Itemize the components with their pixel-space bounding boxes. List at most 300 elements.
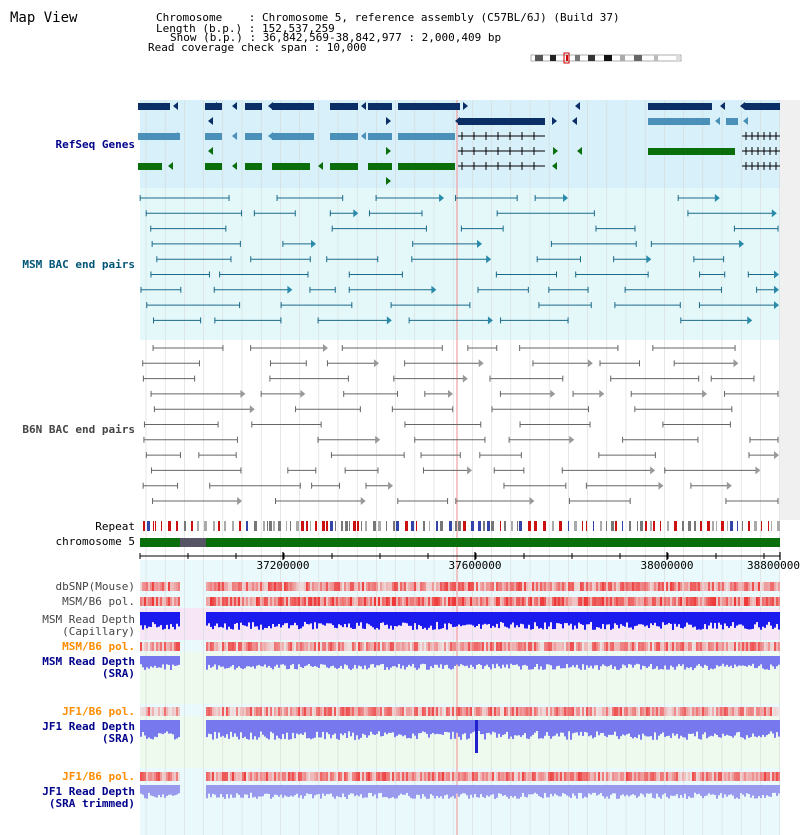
density-cell xyxy=(462,582,464,591)
density-cell xyxy=(288,707,290,716)
density-cell xyxy=(288,642,290,651)
density-cell xyxy=(212,707,214,716)
density-cell xyxy=(432,772,434,781)
depth-bar xyxy=(568,656,570,668)
density-cell xyxy=(694,772,696,781)
depth-bar xyxy=(258,656,260,665)
density-cell xyxy=(648,582,650,591)
depth-bar xyxy=(308,785,310,794)
depth-bar xyxy=(432,720,434,733)
density-cell xyxy=(384,582,386,591)
density-cell xyxy=(420,582,422,591)
depth-bar xyxy=(280,785,282,795)
density-cell xyxy=(304,582,306,591)
density-cell xyxy=(326,707,328,716)
depth-bar xyxy=(494,720,496,733)
repeat-element xyxy=(606,521,607,531)
depth-bar xyxy=(310,720,312,739)
density-cell xyxy=(646,582,648,591)
density-cell xyxy=(140,642,142,651)
depth-bar xyxy=(590,785,592,795)
depth-bar xyxy=(484,656,486,666)
depth-bar xyxy=(728,785,730,795)
depth-bar xyxy=(524,612,526,628)
density-cell xyxy=(704,582,706,591)
gene-exon xyxy=(245,103,262,110)
depth-bar xyxy=(232,785,234,798)
density-cell xyxy=(248,707,250,716)
depth-bar xyxy=(762,612,764,627)
info-chromosome: Chromosome : Chromosome 5, reference assembly (C57BL/6J) (Build 37) xyxy=(156,11,620,24)
density-cell xyxy=(256,597,258,606)
density-cell xyxy=(712,642,714,651)
depth-bar xyxy=(522,656,524,665)
density-cell xyxy=(302,642,304,651)
density-cell xyxy=(614,582,616,591)
depth-bar xyxy=(592,612,594,630)
density-cell xyxy=(708,707,710,716)
depth-bar xyxy=(146,720,148,739)
depth-bar xyxy=(582,612,584,625)
density-cell xyxy=(146,582,148,591)
density-cell xyxy=(710,582,712,591)
depth-bar xyxy=(474,612,476,627)
density-cell xyxy=(712,582,714,591)
density-cell xyxy=(760,582,762,591)
depth-bar xyxy=(288,785,290,797)
density-cell xyxy=(498,597,500,606)
density-cell xyxy=(390,582,392,591)
depth-bar xyxy=(356,612,358,623)
density-cell xyxy=(272,642,274,651)
repeat-element xyxy=(168,521,171,531)
repeat-element xyxy=(315,521,317,531)
density-cell xyxy=(518,707,520,716)
depth-bar xyxy=(462,612,464,625)
density-cell xyxy=(728,582,730,591)
density-cell xyxy=(262,642,264,651)
density-cell xyxy=(272,772,274,781)
chromosome-ideogram[interactable] xyxy=(530,52,682,64)
jf1-b6-pol-track[interactable] xyxy=(140,707,780,716)
msm-b6-pol-track[interactable] xyxy=(140,597,780,606)
depth-bar xyxy=(344,785,346,797)
density-cell xyxy=(300,582,302,591)
density-cell xyxy=(440,642,442,651)
depth-bar xyxy=(280,612,282,627)
density-cell xyxy=(584,707,586,716)
density-cell xyxy=(506,597,508,606)
depth-bar xyxy=(234,656,236,670)
density-cell xyxy=(254,707,256,716)
depth-bar xyxy=(652,785,654,798)
density-cell xyxy=(654,582,656,591)
density-cell xyxy=(688,772,690,781)
depth-bar xyxy=(428,612,430,628)
density-cell xyxy=(700,582,702,591)
density-cell xyxy=(736,597,738,606)
depth-bar xyxy=(540,720,542,738)
density-cell xyxy=(302,707,304,716)
depth-bar xyxy=(632,720,634,738)
density-cell xyxy=(720,582,722,591)
depth-bar xyxy=(712,785,714,794)
density-cell xyxy=(170,642,172,651)
bac-end-arrow xyxy=(237,497,242,505)
density-cell xyxy=(776,707,778,716)
depth-bar xyxy=(290,785,292,796)
depth-bar xyxy=(322,656,324,665)
density-cell xyxy=(244,582,246,591)
density-cell xyxy=(616,772,618,781)
repeat-element xyxy=(326,521,328,531)
density-cell xyxy=(276,772,278,781)
density-cell xyxy=(646,597,648,606)
bac-end-arrow xyxy=(727,482,732,490)
depth-bar xyxy=(140,656,142,664)
density-cell xyxy=(540,642,542,651)
chromosome-track[interactable] xyxy=(140,538,780,547)
density-cell xyxy=(632,772,634,781)
depth-bar xyxy=(650,720,652,736)
density-cell xyxy=(334,582,336,591)
density-cell xyxy=(660,772,662,781)
density-cell xyxy=(142,772,144,781)
density-cell xyxy=(702,772,704,781)
depth-bar xyxy=(226,785,228,794)
density-cell xyxy=(210,582,212,591)
density-cell xyxy=(310,707,312,716)
repeat-element xyxy=(586,521,587,531)
density-cell xyxy=(378,642,380,651)
density-cell xyxy=(582,582,584,591)
density-cell xyxy=(286,642,288,651)
depth-bar xyxy=(574,785,576,796)
density-cell xyxy=(570,597,572,606)
depth-bar xyxy=(358,785,360,796)
density-cell xyxy=(218,772,220,781)
depth-bar xyxy=(220,612,222,627)
density-cell xyxy=(366,772,368,781)
depth-bar xyxy=(598,612,600,628)
density-cell xyxy=(402,582,404,591)
density-cell xyxy=(452,707,454,716)
depth-bar xyxy=(306,785,308,793)
depth-bar xyxy=(440,785,442,796)
density-cell xyxy=(628,707,630,716)
density-cell xyxy=(664,772,666,781)
depth-bar xyxy=(674,720,676,736)
density-cell xyxy=(778,707,780,716)
density-cell xyxy=(238,772,240,781)
density-cell xyxy=(140,772,142,781)
depth-bar xyxy=(644,656,646,666)
track-label-msm-read-depth-capillary: MSM Read Depth (Capillary) xyxy=(42,613,135,638)
density-cell xyxy=(430,582,432,591)
density-cell xyxy=(648,597,650,606)
density-cell xyxy=(398,707,400,716)
msm-bac-track-bg xyxy=(140,188,780,340)
density-cell xyxy=(236,707,238,716)
density-cell xyxy=(476,642,478,651)
density-cell xyxy=(480,707,482,716)
depth-bar xyxy=(328,785,330,794)
depth-bar xyxy=(482,612,484,625)
depth-bar xyxy=(422,720,424,731)
density-cell xyxy=(456,597,458,606)
density-cell xyxy=(346,707,348,716)
depth-bar xyxy=(524,720,526,733)
density-cell xyxy=(290,772,292,781)
density-cell xyxy=(674,707,676,716)
density-cell xyxy=(224,707,226,716)
density-cell xyxy=(756,582,758,591)
density-cell xyxy=(728,597,730,606)
density-cell xyxy=(644,582,646,591)
density-cell xyxy=(696,707,698,716)
density-cell xyxy=(380,642,382,651)
density-cell xyxy=(392,597,394,606)
density-cell xyxy=(718,597,720,606)
depth-bar xyxy=(680,720,682,736)
density-cell xyxy=(430,642,432,651)
repeat-element xyxy=(517,521,518,531)
density-cell xyxy=(390,597,392,606)
depth-bar xyxy=(596,656,598,665)
density-cell xyxy=(598,772,600,781)
depth-bar xyxy=(438,656,440,668)
depth-bar xyxy=(340,656,342,666)
density-cell xyxy=(746,642,748,651)
density-cell xyxy=(512,772,514,781)
depth-bar xyxy=(686,612,688,623)
density-cell xyxy=(516,772,518,781)
depth-bar xyxy=(468,720,470,738)
depth-bar xyxy=(670,612,672,624)
density-cell xyxy=(478,597,480,606)
density-cell xyxy=(578,597,580,606)
depth-bar xyxy=(548,612,550,626)
density-cell xyxy=(246,582,248,591)
depth-bar xyxy=(522,785,524,793)
depth-bar xyxy=(590,656,592,666)
depth-bar xyxy=(372,612,374,627)
density-cell xyxy=(338,582,340,591)
density-cell xyxy=(680,642,682,651)
density-cell xyxy=(534,707,536,716)
msm-b6-pol-sra-track[interactable] xyxy=(140,642,780,651)
depth-bar xyxy=(368,785,370,793)
depth-bar xyxy=(270,720,272,732)
density-cell xyxy=(562,582,564,591)
depth-bar xyxy=(688,612,690,625)
density-cell xyxy=(318,582,320,591)
density-cell xyxy=(444,707,446,716)
density-cell xyxy=(308,582,310,591)
depth-bar xyxy=(476,656,478,665)
depth-bar xyxy=(376,656,378,665)
density-cell xyxy=(690,597,692,606)
gene-exon xyxy=(330,103,358,110)
density-cell xyxy=(176,707,178,716)
depth-bar xyxy=(332,785,334,797)
density-cell xyxy=(714,642,716,651)
depth-bar xyxy=(176,720,178,738)
density-cell xyxy=(556,642,558,651)
density-cell xyxy=(586,772,588,781)
depth-bar xyxy=(480,612,482,629)
density-cell xyxy=(660,582,662,591)
density-cell xyxy=(334,597,336,606)
density-cell xyxy=(538,642,540,651)
depth-bar xyxy=(538,656,540,669)
density-cell xyxy=(142,707,144,716)
density-cell xyxy=(156,597,158,606)
density-cell xyxy=(252,642,254,651)
density-cell xyxy=(214,707,216,716)
depth-bar xyxy=(140,612,142,625)
repeat-element xyxy=(622,521,623,531)
depth-bar xyxy=(384,612,386,625)
density-cell xyxy=(550,597,552,606)
depth-bar xyxy=(776,720,778,732)
depth-bar xyxy=(506,656,508,664)
density-cell xyxy=(394,707,396,716)
density-cell xyxy=(144,597,146,606)
density-cell xyxy=(532,707,534,716)
depth-bar xyxy=(514,720,516,735)
depth-bar xyxy=(436,656,438,665)
repeat-element xyxy=(345,521,348,531)
depth-bar xyxy=(592,785,594,793)
density-cell xyxy=(762,772,764,781)
depth-bar xyxy=(382,656,384,664)
depth-bar xyxy=(598,720,600,735)
depth-bar xyxy=(406,785,408,793)
depth-bar xyxy=(536,785,538,794)
density-cell xyxy=(406,597,408,606)
density-cell xyxy=(378,772,380,781)
depth-bar xyxy=(514,656,516,665)
density-cell xyxy=(464,642,466,651)
density-cell xyxy=(248,582,250,591)
density-cell xyxy=(332,582,334,591)
depth-bar xyxy=(420,720,422,733)
density-cell xyxy=(362,642,364,651)
density-cell xyxy=(446,707,448,716)
density-cell xyxy=(306,582,308,591)
density-cell xyxy=(420,707,422,716)
density-cell xyxy=(432,582,434,591)
density-cell xyxy=(286,772,288,781)
depth-bar xyxy=(546,720,548,732)
density-cell xyxy=(746,582,748,591)
density-cell xyxy=(508,707,510,716)
density-cell xyxy=(320,707,322,716)
depth-bar xyxy=(652,612,654,625)
density-cell xyxy=(470,582,472,591)
chromosome-gap xyxy=(180,538,206,547)
depth-bar xyxy=(412,612,414,630)
density-cell xyxy=(208,772,210,781)
depth-bar xyxy=(264,720,266,737)
density-cell xyxy=(678,642,680,651)
depth-bar xyxy=(702,720,704,734)
depth-bar xyxy=(238,720,240,739)
density-cell xyxy=(366,597,368,606)
density-cell xyxy=(522,642,524,651)
density-cell xyxy=(604,582,606,591)
density-cell xyxy=(300,597,302,606)
depth-bar xyxy=(530,785,532,794)
density-cell xyxy=(286,707,288,716)
density-cell xyxy=(684,707,686,716)
density-cell xyxy=(482,772,484,781)
depth-bar xyxy=(478,612,480,624)
dbsnp-mouse-track[interactable] xyxy=(140,582,780,591)
density-cell xyxy=(604,597,606,606)
density-cell xyxy=(312,707,314,716)
depth-bar xyxy=(578,656,580,668)
depth-bar xyxy=(364,656,366,665)
depth-bar xyxy=(176,612,178,624)
depth-bar xyxy=(442,785,444,799)
depth-bar xyxy=(526,656,528,666)
density-cell xyxy=(308,772,310,781)
jf1-b6-pol-trimmed-track[interactable] xyxy=(140,772,780,781)
depth-bar xyxy=(568,785,570,797)
depth-bar xyxy=(308,612,310,624)
density-cell xyxy=(512,597,514,606)
depth-bar xyxy=(428,785,430,799)
depth-bar xyxy=(712,720,714,736)
density-cell xyxy=(444,582,446,591)
density-cell xyxy=(480,582,482,591)
depth-bar xyxy=(318,612,320,623)
repeat-track[interactable] xyxy=(143,521,780,531)
density-cell xyxy=(504,642,506,651)
depth-bar xyxy=(540,612,542,628)
depth-bar xyxy=(748,612,750,630)
depth-bar xyxy=(640,612,642,624)
density-cell xyxy=(498,772,500,781)
density-cell xyxy=(272,707,274,716)
density-cell xyxy=(566,642,568,651)
depth-bar xyxy=(164,785,166,798)
depth-bar xyxy=(612,612,614,629)
density-cell xyxy=(534,582,536,591)
depth-bar xyxy=(536,656,538,664)
density-cell xyxy=(422,642,424,651)
depth-bar xyxy=(434,612,436,629)
density-cell xyxy=(336,707,338,716)
density-cell xyxy=(658,597,660,606)
depth-bar xyxy=(532,612,534,629)
density-cell xyxy=(400,597,402,606)
depth-bar xyxy=(620,612,622,624)
density-cell xyxy=(452,772,454,781)
density-cell xyxy=(738,582,740,591)
density-cell xyxy=(500,597,502,606)
depth-bar xyxy=(232,656,234,665)
density-cell xyxy=(762,707,764,716)
density-cell xyxy=(776,772,778,781)
depth-bar xyxy=(500,612,502,622)
density-cell xyxy=(334,642,336,651)
depth-bar xyxy=(534,612,536,622)
density-cell xyxy=(358,772,360,781)
density-cell xyxy=(772,707,774,716)
